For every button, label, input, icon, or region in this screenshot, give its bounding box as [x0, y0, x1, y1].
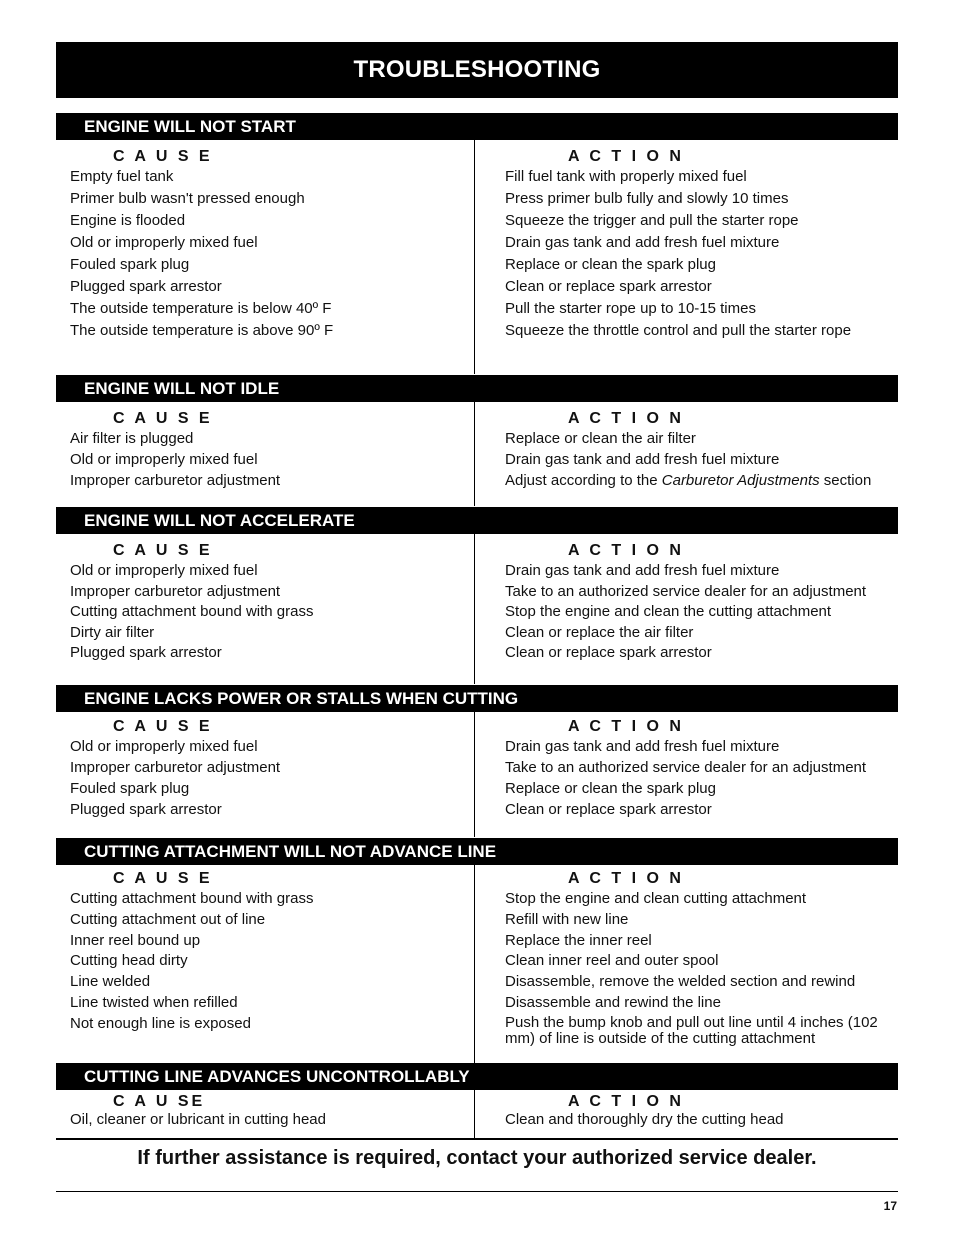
action-text: Clean inner reel and outer spool — [505, 952, 719, 969]
page-number: 17 — [883, 1199, 897, 1213]
cause-text: Improper carburetor adjustment — [70, 759, 281, 776]
cause-text: Plugged spark arrestor — [70, 644, 222, 661]
action-text: Squeeze the throttle control and pull the starter rope — [505, 322, 852, 339]
cause-column — [70, 868, 470, 1036]
table-bottom-rule — [56, 1138, 898, 1140]
action-text: Drain gas tank and add fresh fuel mixture — [505, 451, 780, 468]
cause-label: C A U S E — [113, 410, 213, 427]
action-text: Push the bump knob and pull out line until 4 inches (102 mm) of line is outside of the cutting attachment — [505, 1014, 878, 1047]
action-column — [505, 540, 895, 665]
action-text: Take to an authorized service dealer for an adjustment — [505, 759, 867, 776]
cause-text: The outside temperature is above 90º F — [70, 322, 334, 339]
section-heading-text: ENGINE WILL NOT IDLE — [84, 378, 280, 398]
footer-rule — [56, 1191, 898, 1192]
column-divider — [474, 534, 475, 684]
cause-text: Plugged spark arrestor — [70, 801, 222, 818]
column-divider — [474, 1090, 475, 1138]
action-text: Drain gas tank and add fresh fuel mixture — [505, 234, 780, 251]
cause-text: Not enough line is exposed — [70, 1015, 251, 1032]
action-text: Clean or replace spark arrestor — [505, 801, 712, 818]
section-heading — [56, 838, 898, 865]
cause-label: C A U SE — [113, 1093, 206, 1110]
cause-text: Air filter is plugged — [70, 430, 194, 447]
cause-text: Fouled spark plug — [70, 780, 190, 797]
action-text: Press primer bulb fully and slowly 10 times — [505, 190, 789, 207]
action-text: Clean or replace spark arrestor — [505, 278, 712, 295]
action-label: A C T I O N — [568, 410, 684, 427]
action-column — [505, 716, 895, 822]
section-heading — [56, 1063, 898, 1090]
action-text-part: section — [819, 472, 872, 489]
page-title-bar — [56, 42, 898, 98]
action-label: A C T I O N — [568, 542, 684, 559]
cause-text: Dirty air filter — [70, 623, 155, 641]
cause-column — [70, 1092, 470, 1131]
action-label: A C T I O N — [568, 1093, 684, 1110]
section-engine-will-not-accelerate — [56, 507, 898, 684]
column-divider — [474, 140, 475, 374]
cause-text: Old or improperly mixed fuel — [70, 234, 258, 251]
cause-column — [70, 540, 470, 665]
page-title: TROUBLESHOOTING — [353, 56, 601, 83]
section-cutting-line-advances — [56, 1063, 898, 1138]
action-text: Disassemble, remove the welded section and rewind — [505, 973, 856, 990]
action-text: Clean or replace the air filter — [505, 623, 694, 641]
action-text: Take to an authorized service dealer for an adjustment — [505, 582, 867, 600]
action-text: Replace the inner reel — [505, 932, 652, 949]
footer-note: If further assistance is required, contact your authorized service dealer. — [137, 1147, 817, 1169]
action-text: Clean and thoroughly dry the cutting head — [505, 1111, 784, 1128]
cause-text: Cutting attachment out of line — [70, 911, 266, 928]
section-engine-will-not-start — [56, 113, 898, 374]
action-text: Drain gas tank and add fresh fuel mixture — [505, 738, 780, 755]
action-text: Replace or clean the air filter — [505, 430, 696, 447]
section-engine-will-not-idle — [56, 375, 898, 506]
cause-text: Inner reel bound up — [70, 932, 201, 949]
cause-text: Line welded — [70, 973, 151, 990]
cause-text: Fouled spark plug — [70, 256, 190, 273]
cause-text: Old or improperly mixed fuel — [70, 738, 258, 755]
cause-text: Oil, cleaner or lubricant in cutting head — [70, 1111, 326, 1128]
action-text: Replace or clean the spark plug — [505, 256, 716, 273]
section-heading — [56, 685, 898, 712]
cause-label: C A U S E — [113, 718, 213, 735]
cause-text: Cutting head dirty — [70, 952, 188, 969]
cause-text: The outside temperature is below 40º F — [70, 300, 332, 317]
section-heading-text: CUTTING LINE ADVANCES UNCONTROLLABLY — [84, 1066, 470, 1086]
column-divider — [474, 402, 475, 506]
cause-text: Improper carburetor adjustment — [70, 582, 281, 600]
cause-label: C A U S E — [113, 148, 213, 165]
cause-text: Old or improperly mixed fuel — [70, 562, 258, 579]
action-text: Stop the engine and clean the cutting attachment — [505, 603, 832, 620]
cause-column — [70, 146, 470, 344]
action-text: Pull the starter rope up to 10-15 times — [505, 300, 756, 317]
action-label: A C T I O N — [568, 870, 684, 887]
cause-column — [70, 408, 470, 493]
column-divider — [474, 865, 475, 1063]
action-label: A C T I O N — [568, 148, 684, 165]
action-text: Fill fuel tank with properly mixed fuel — [505, 168, 747, 185]
section-heading — [56, 507, 898, 534]
cause-text: Line twisted when refilled — [70, 994, 238, 1011]
cause-text: Engine is flooded — [70, 212, 186, 229]
section-heading-text: ENGINE LACKS POWER OR STALLS WHEN CUTTING — [84, 688, 519, 708]
action-column — [505, 146, 895, 344]
cause-text: Empty fuel tank — [70, 168, 174, 185]
section-heading — [56, 375, 898, 402]
section-engine-lacks-power — [56, 685, 898, 837]
action-text: Refill with new line — [505, 911, 629, 928]
section-heading-text: ENGINE WILL NOT START — [84, 116, 296, 136]
action-label: A C T I O N — [568, 718, 684, 735]
cause-label: C A U S E — [113, 870, 213, 887]
cause-text: Old or improperly mixed fuel — [70, 451, 258, 468]
cause-text: Cutting attachment bound with grass — [70, 890, 314, 907]
cause-column — [70, 716, 470, 822]
section-heading-text: ENGINE WILL NOT ACCELERATE — [84, 510, 355, 530]
action-text-part: Adjust according to the — [505, 472, 662, 489]
action-text: Replace or clean the spark plug — [505, 780, 716, 797]
cause-label: C A U S E — [113, 542, 213, 559]
action-text: Drain gas tank and add fresh fuel mixture — [505, 562, 780, 579]
action-text: Disassemble and rewind the line — [505, 994, 721, 1011]
action-text: Clean or replace spark arrestor — [505, 644, 712, 661]
action-column — [505, 868, 895, 1047]
cause-text: Cutting attachment bound with grass — [70, 603, 314, 620]
section-heading-text: CUTTING ATTACHMENT WILL NOT ADVANCE LINE — [84, 841, 497, 861]
action-text: Stop the engine and clean cutting attachment — [505, 890, 807, 907]
action-text-emphasis: Carburetor Adjustments — [661, 472, 820, 489]
action-column — [505, 408, 895, 493]
cause-text: Plugged spark arrestor — [70, 278, 222, 295]
action-text: Squeeze the trigger and pull the starter rope — [505, 212, 799, 229]
column-divider — [474, 712, 475, 837]
cause-text: Improper carburetor adjustment — [70, 472, 281, 489]
action-column — [505, 1092, 895, 1131]
section-heading — [56, 113, 898, 140]
section-cutting-attachment-not-advance — [56, 838, 898, 1063]
action-text — [505, 472, 895, 493]
cause-text: Primer bulb wasn't pressed enough — [70, 190, 305, 207]
